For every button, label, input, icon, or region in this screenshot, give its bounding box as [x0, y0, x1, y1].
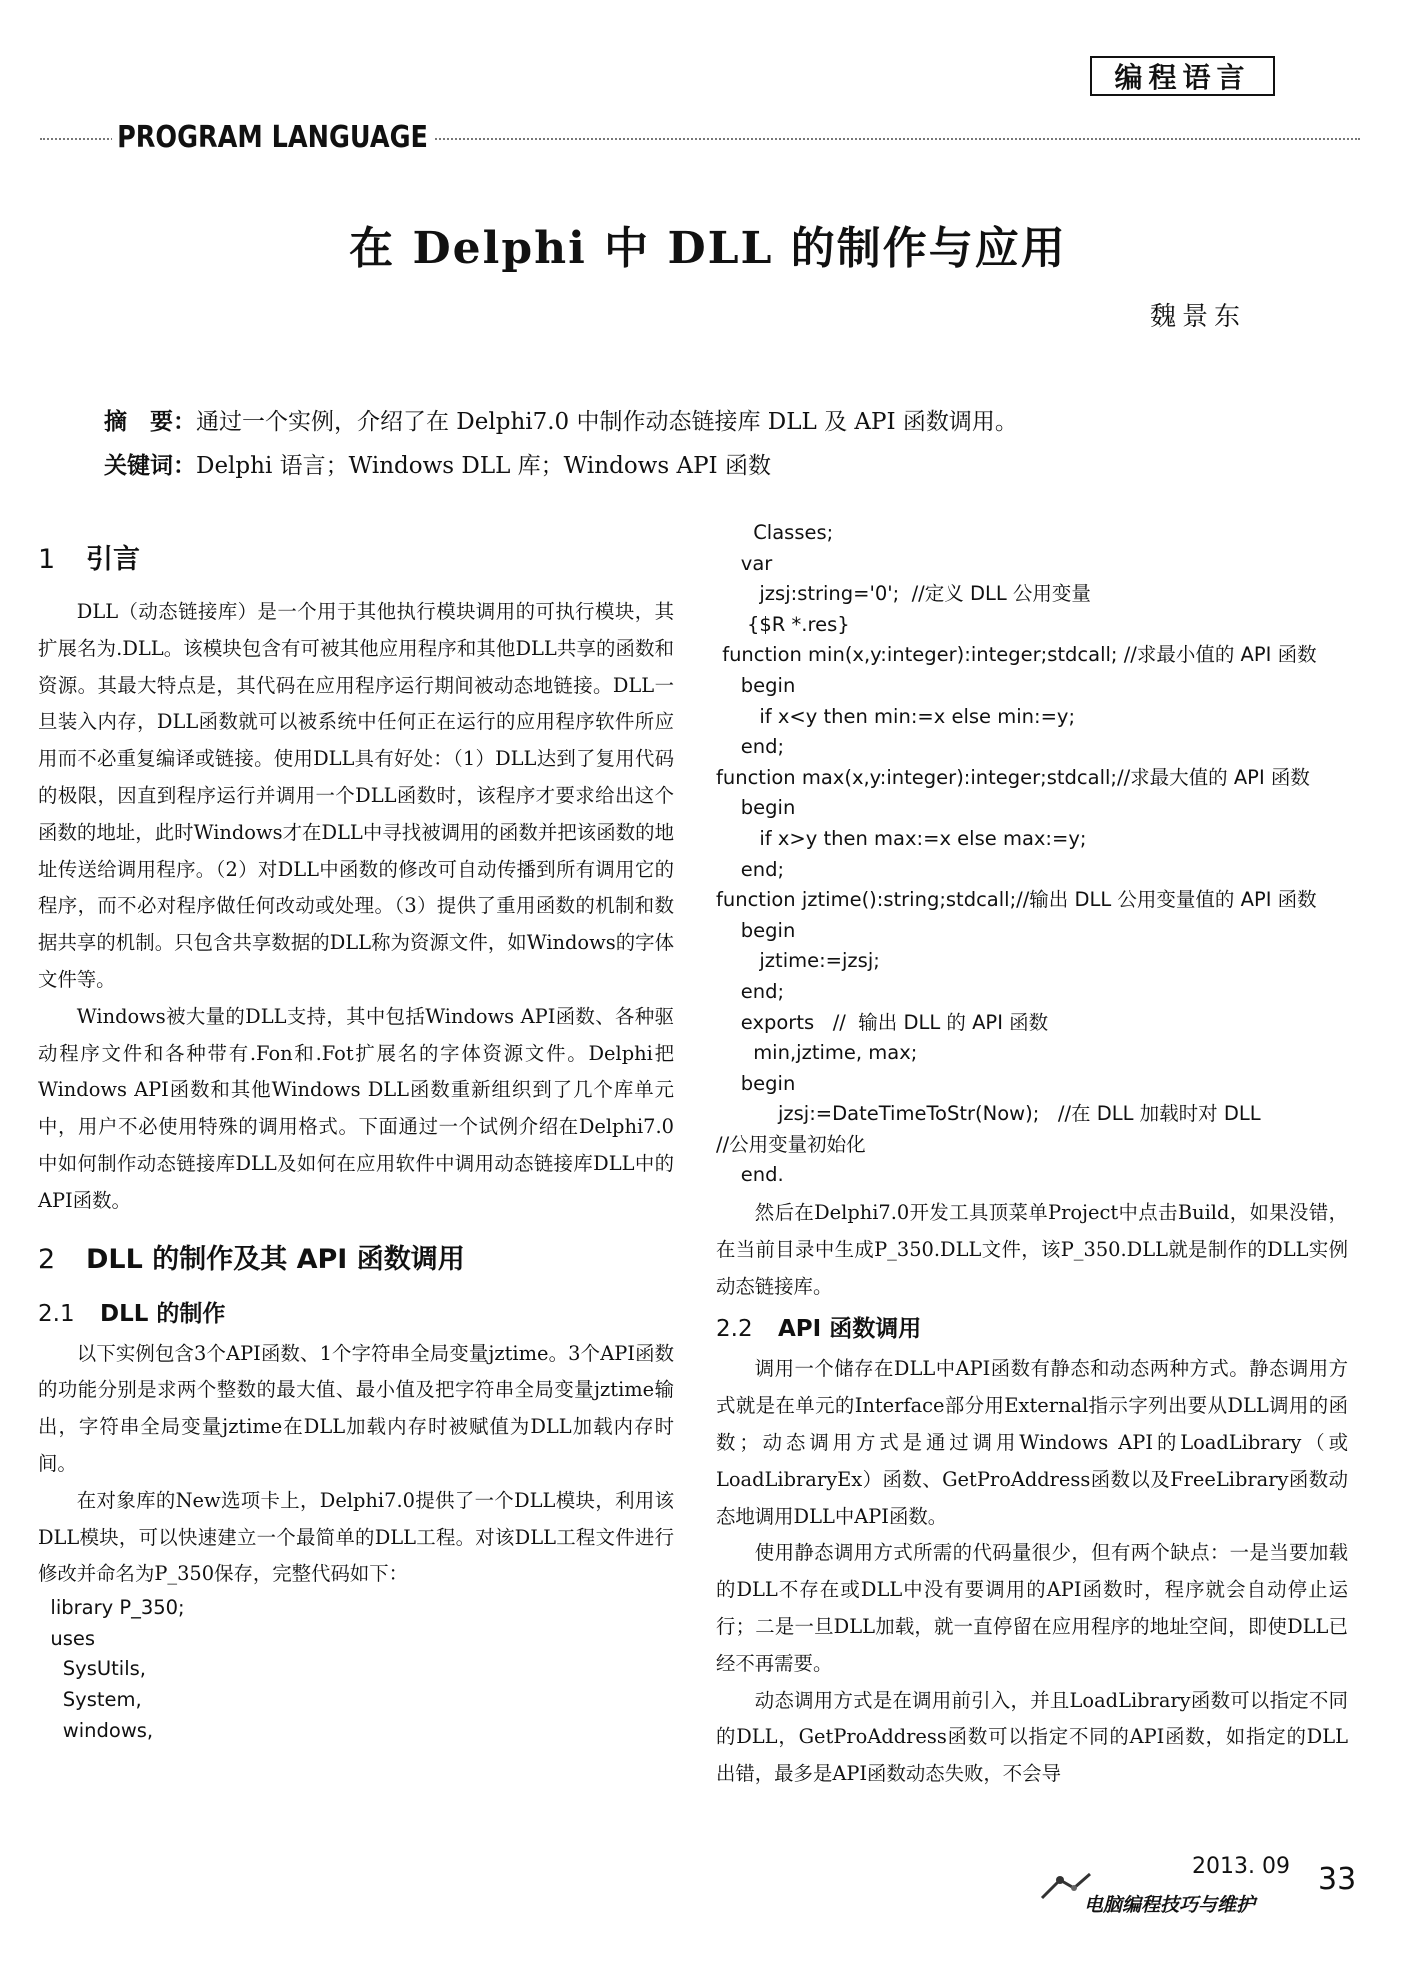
code-line: end;: [716, 857, 785, 881]
section-2-2-heading: [716, 1309, 1348, 1349]
keywords-text: Delphi 语言；Windows DLL 库；Windows API 函数: [196, 453, 771, 479]
code-line: begin: [716, 918, 796, 942]
section-2-heading: [38, 1240, 674, 1280]
section-2-2-paragraph-2: 使用静态调用方式所需的代码量很少，但有两个缺点：一是当要加载的DLL不存在或DLL中没有要调用的API函数时，程序就会自动停止运行；二是一旦DLL加载，就一直停留在应用程序的地址空间，即使DLL已经不再需要。: [716, 1541, 1348, 1675]
code-line: function min(x,y:integer):integer;stdcall; //求最小值的 API 函数: [716, 643, 1317, 667]
section-2-2-paragraph-3: 动态调用方式是在调用前引入，并且LoadLibrary函数可以指定不同的DLL，GetProAddress函数可以指定不同的API函数，如指定的DLL出错，最多是API函数动态失败，不会导: [716, 1688, 1348, 1786]
code-line: var: [716, 551, 773, 575]
abstract-block: [104, 400, 1324, 488]
article-title: 在 Delphi 中 DLL 的制作与应用: [349, 223, 1067, 274]
section-1-number: 1: [38, 544, 56, 575]
issue-date: 2013. 09: [1192, 1854, 1290, 1879]
code-line: jzsj:string='0'; //定义 DLL 公用变量: [716, 582, 1091, 606]
code-line: end;: [716, 735, 785, 759]
section-2-title: DLL 的制作及其 API 函数调用: [86, 1243, 465, 1275]
code-line: windows,: [38, 1718, 154, 1742]
section-1-paragraph-1: DLL（动态链接库）是一个用于其他执行模块调用的可执行模块，其扩展名为.DLL。该模块包含有可被其他应用程序和其他DLL共享的函数和资源。其最大特点是，其代码在应用程序运行期间被动态地链接。DLL一旦装入内存，DLL函数就可以被系统中任何正在运行的应用程序软件所应用而不必重复编译或链接。使用DLL具有好处：（1）DLL达到了复用代码的极限，因直到程序运行并调用一个DLL函数时，该程序才要求给出这个函数的地址，此时Windows才在DLL中寻找被调用的函数并把该函数的地址传送给调用程序。（2）对DLL中函数的修改可自动传播到所有调用它的程序，而不必对程序做任何改动或处理。（3）提供了重用函数的机制和数据共享的机制。只包含共享数据的DLL称为资源文件，如Windows的字体文件等。: [38, 600, 674, 991]
right-column: [716, 518, 1348, 1793]
section-2-1-number: 2.1: [38, 1300, 75, 1327]
code-line: end.: [716, 1163, 784, 1187]
section-2-number: 2: [38, 1243, 56, 1275]
code-line: function jztime():string;stdcall;//输出 DLL 公用变量值的 API 函数: [716, 888, 1317, 912]
abstract-label: 摘 要：: [104, 409, 196, 435]
code-line: //公用变量初始化: [716, 1132, 866, 1156]
code-line: SysUtils,: [38, 1657, 146, 1681]
section-1-paragraph-2: Windows被大量的DLL支持，其中包括Windows API函数、各种驱动程序文件和各种带有.Fon和.Fot扩展名的字体资源文件。Delphi把Windows API函数和其他Windows DLL函数重新组织到了几个库单元中，用户不必使用特殊的调用格式。下面通过一个试例介绍在Delphi7.0中如何制作动态链接库DLL及如何在应用软件中调用动态链接库DLL中的API函数。: [38, 1004, 674, 1212]
code-line: begin: [716, 796, 796, 820]
code-line: exports // 输出 DLL 的 API 函数: [716, 1010, 1049, 1034]
section-tag: 编程语言: [1090, 56, 1275, 96]
section-2-1-title: DLL 的制作: [100, 1300, 226, 1327]
section-1-title: 引言: [86, 544, 140, 575]
magazine-name: 电脑编程技巧与维护: [1084, 1894, 1256, 1916]
section-2-2-title: API 函数调用: [778, 1316, 922, 1343]
keywords-label: 关键词：: [104, 453, 196, 479]
code-line: {$R *.res}: [716, 612, 850, 636]
left-code-block: [38, 1593, 674, 1746]
left-column: [38, 520, 674, 1746]
code-line: System,: [38, 1687, 142, 1711]
abstract-row: [104, 400, 1324, 444]
section-1-heading: [38, 540, 674, 580]
code-line: begin: [716, 673, 796, 697]
section-2-1-paragraph-2: 在对象库的New选项卡上，Delphi7.0提供了一个DLL模块，利用该DLL模块，可以快速建立一个最简单的DLL工程。对该DLL工程文件进行修改并命名为P_350保存，完整代码如下：: [38, 1488, 674, 1586]
code-line: function max(x,y:integer):integer;stdcall;//求最大值的 API 函数: [716, 765, 1310, 789]
code-line: end;: [716, 979, 785, 1003]
section-2-1-heading: [38, 1294, 674, 1334]
code-line: jzsj:=DateTimeToStr(Now); //在 DLL 加载时对 DLL: [716, 1102, 1261, 1126]
code-line: Classes;: [716, 521, 834, 544]
code-line: if x<y then min:=x else min:=y;: [716, 704, 1076, 728]
page-number: 33: [1318, 1862, 1357, 1897]
section-2-2-paragraph-1: 调用一个储存在DLL中API函数有静态和动态两种方式。静态调用方式就是在单元的Interface部分用External指示字列出要从DLL调用的函数；动态调用方式是通过调用Windows API的LoadLibrary（或LoadLibraryEx）函数、GetProAddress函数以及FreeLibrary函数动态地调用DLL中API函数。: [716, 1357, 1348, 1528]
right-code-block: [716, 518, 1348, 1191]
code-line: if x>y then max:=x else max:=y;: [716, 826, 1087, 850]
section-2-1-paragraph-1: 以下实例包含3个API函数、1个字符串全局变量jztime。3个API函数的功能分别是求两个整数的最大值、最小值及把字符串全局变量jztime输出，字符串全局变量jztime在DLL加载内存时被赋值为DLL加载内存时间。: [38, 1341, 674, 1475]
keywords-row: [104, 444, 1324, 488]
code-line: min,jztime, max;: [716, 1041, 918, 1065]
code-line: uses: [38, 1626, 96, 1650]
section-english-title: PROGRAM LANGUAGE: [112, 120, 433, 155]
code-line: library P_350;: [38, 1596, 185, 1620]
code-line: begin: [716, 1071, 796, 1095]
build-paragraph: 然后在Delphi7.0开发工具顶菜单Project中点击Build，如果没错，在当前目录中生成P_350.DLL文件，该P_350.DLL就是制作的DLL实例动态链接库。: [716, 1201, 1348, 1298]
article-author: 魏景东: [1149, 302, 1246, 332]
abstract-text: 通过一个实例，介绍了在 Delphi7.0 中制作动态链接库 DLL 及 API 函数调用。: [196, 409, 1018, 435]
code-line: jztime:=jzsj;: [716, 949, 880, 973]
section-2-2-number: 2.2: [716, 1316, 753, 1343]
